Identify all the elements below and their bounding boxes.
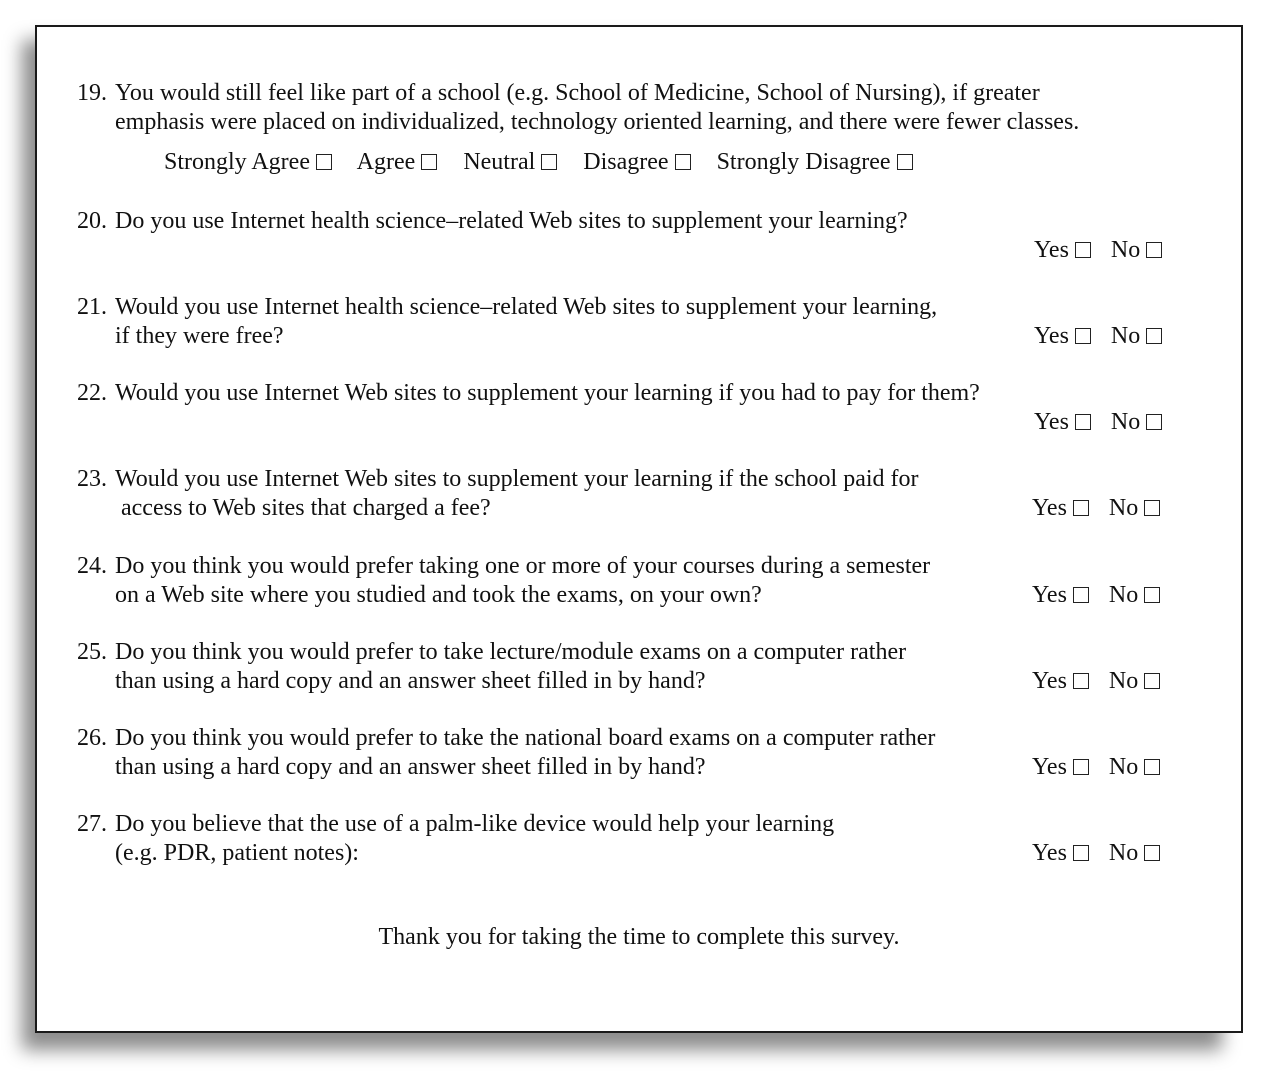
question-number: 20. <box>77 208 107 234</box>
yes-no-q26 <box>1032 753 1160 782</box>
question-23 <box>77 465 919 523</box>
question-text: Do you believe that the use of a palm-like device would help your learning <box>115 811 835 837</box>
question-text-continued: (e.g. PDR, patient notes): <box>115 840 359 866</box>
yes-option[interactable]: Yes <box>1032 495 1089 521</box>
question-number: 26. <box>77 725 107 751</box>
question-text: Do you use Internet health science–related Web sites to supplement your learning? <box>115 208 908 234</box>
no-checkbox[interactable] <box>1146 242 1162 258</box>
question-number: 27. <box>77 811 107 837</box>
no-checkbox[interactable] <box>1144 845 1160 861</box>
no-option[interactable]: No <box>1109 668 1160 694</box>
checkbox[interactable] <box>675 154 691 170</box>
yes-no-q20 <box>1034 236 1162 265</box>
yes-option[interactable]: Yes <box>1032 754 1089 780</box>
no-option[interactable]: No <box>1109 582 1160 608</box>
question-27 <box>77 810 834 868</box>
question-text-continued: if they were free? <box>115 323 284 349</box>
option-neutral[interactable]: Neutral <box>463 149 557 175</box>
no-checkbox[interactable] <box>1146 328 1162 344</box>
question-20 <box>77 207 908 236</box>
no-option[interactable]: No <box>1111 237 1162 263</box>
no-checkbox[interactable] <box>1144 673 1160 689</box>
question-number: 25. <box>77 639 107 665</box>
question-text: Do you think you would prefer taking one or more of your courses during a semester <box>115 553 931 579</box>
question-text: Would you use Internet Web sites to supplement your learning if you had to pay for them? <box>115 380 980 406</box>
question-text-continued: than using a hard copy and an answer sheet filled in by hand? <box>115 668 706 694</box>
no-checkbox[interactable] <box>1144 587 1160 603</box>
yes-no-q24 <box>1032 581 1160 610</box>
yes-checkbox[interactable] <box>1073 673 1089 689</box>
question-text-continued: access to Web sites that charged a fee? <box>121 495 491 521</box>
yes-checkbox[interactable] <box>1073 759 1089 775</box>
thank-you-note: Thank you for taking the time to complete this survey. <box>378 924 900 950</box>
yes-checkbox[interactable] <box>1073 500 1089 516</box>
question-26 <box>77 724 935 782</box>
question-text-continued: than using a hard copy and an answer sheet filled in by hand? <box>115 754 706 780</box>
yes-no-q25 <box>1032 667 1160 696</box>
question-number: 19. <box>77 80 107 106</box>
yes-option[interactable]: Yes <box>1032 840 1089 866</box>
yes-option[interactable]: Yes <box>1032 582 1089 608</box>
yes-checkbox[interactable] <box>1075 328 1091 344</box>
yes-no-q27 <box>1032 839 1160 868</box>
checkbox[interactable] <box>421 154 437 170</box>
question-number: 22. <box>77 380 107 406</box>
option-disagree[interactable]: Disagree <box>583 149 690 175</box>
yes-option[interactable]: Yes <box>1034 323 1091 349</box>
yes-no-q23 <box>1032 494 1160 523</box>
yes-option[interactable]: Yes <box>1032 668 1089 694</box>
checkbox[interactable] <box>897 154 913 170</box>
question-22 <box>77 379 980 408</box>
question-number: 23. <box>77 466 107 492</box>
question-19 <box>77 79 1079 137</box>
yes-option[interactable]: Yes <box>1034 409 1091 435</box>
question-text: Do you think you would prefer to take lecture/module exams on a computer rather <box>115 639 907 665</box>
question-text: Do you think you would prefer to take the national board exams on a computer rather <box>115 725 936 751</box>
question-number: 21. <box>77 294 107 320</box>
option-agree[interactable]: Agree <box>357 149 438 175</box>
likert-scale-q19 <box>164 148 933 177</box>
question-text: You would still feel like part of a school (e.g. School of Medicine, School of Nursing), if greater <box>115 80 1040 106</box>
no-option[interactable]: No <box>1111 323 1162 349</box>
yes-checkbox[interactable] <box>1073 845 1089 861</box>
option-strongly-agree[interactable]: Strongly Agree <box>164 149 332 175</box>
yes-checkbox[interactable] <box>1073 587 1089 603</box>
question-text: Would you use Internet Web sites to supplement your learning if the school paid for <box>115 466 919 492</box>
checkbox[interactable] <box>316 154 332 170</box>
question-text-continued: emphasis were placed on individualized, technology oriented learning, and there were fewer classes. <box>115 109 1080 135</box>
yes-no-q22 <box>1034 408 1162 437</box>
no-checkbox[interactable] <box>1146 414 1162 430</box>
no-option[interactable]: No <box>1109 495 1160 521</box>
no-option[interactable]: No <box>1109 840 1160 866</box>
question-24 <box>77 552 930 610</box>
yes-checkbox[interactable] <box>1075 242 1091 258</box>
question-text-continued: on a Web site where you studied and took the exams, on your own? <box>115 582 762 608</box>
no-checkbox[interactable] <box>1144 500 1160 516</box>
no-option[interactable]: No <box>1111 409 1162 435</box>
question-text: Would you use Internet health science–related Web sites to supplement your learning, <box>115 294 938 320</box>
no-option[interactable]: No <box>1109 754 1160 780</box>
option-strongly-disagree[interactable]: Strongly Disagree <box>717 149 913 175</box>
question-number: 24. <box>77 553 107 579</box>
no-checkbox[interactable] <box>1144 759 1160 775</box>
question-21 <box>77 293 937 351</box>
yes-option[interactable]: Yes <box>1034 237 1091 263</box>
checkbox[interactable] <box>541 154 557 170</box>
yes-checkbox[interactable] <box>1075 414 1091 430</box>
survey-page <box>35 25 1243 1033</box>
question-25 <box>77 638 906 696</box>
yes-no-q21 <box>1034 322 1162 351</box>
